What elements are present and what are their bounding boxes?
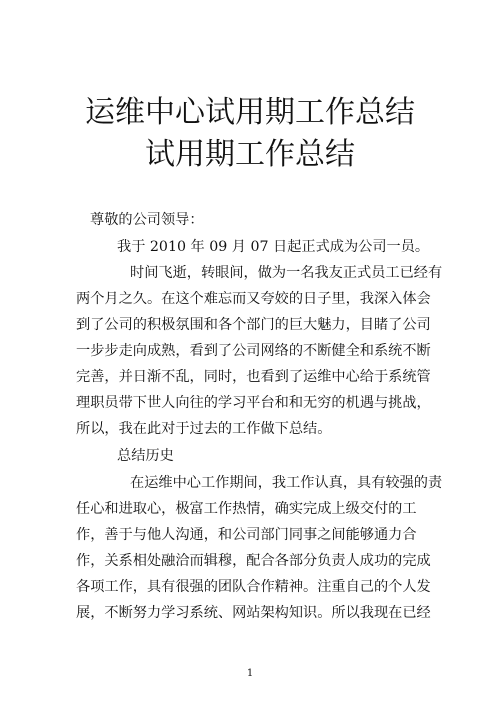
paragraph2-line: 各项工作，具有很强的团队合作精神。注重自己的个人发 — [76, 579, 431, 595]
page-number: 1 — [246, 668, 254, 679]
paragraph2-line: 在运维中心工作期间，我工作认真，具有较强的责 — [130, 475, 443, 491]
paragraph1-line: 到了公司的积极氛围和各个部门的巨大魅力，目睹了公司 — [76, 317, 431, 333]
paragraph1-line: 时间飞逝，转眼间，做为一名我友正式员工已经有 — [130, 265, 443, 281]
section-heading: 总结历史 — [117, 448, 174, 464]
join-statement: 我于 2010 年 09 月 07 日起正式成为公司一员。 — [117, 239, 430, 255]
paragraph1-line: 所以，我在此对于过去的工作做下总结。 — [76, 421, 332, 437]
paragraph1-line: 完善，并日渐不乱，同时，也看到了运维中心给于系统管 — [76, 369, 431, 385]
document-title-line-2: 试用期工作总结 — [145, 137, 355, 172]
paragraph2-line: 展，不断努力学习系统、网站架构知识。所以我现在已经 — [76, 605, 431, 621]
paragraph2-line: 作，善于与他人沟通，和公司部门同事之间能够通力合 — [76, 527, 417, 543]
greeting: 尊敬的公司领导： — [90, 212, 204, 228]
paragraph1-line: 一步步走向成熟，看到了公司网络的不断健全和系统不断 — [76, 343, 431, 359]
paragraph2-line: 作，关系相处融洽而辑穆，配合各部分负责人成功的完成 — [76, 553, 431, 569]
paragraph2-line: 任心和进取心，极富工作热情，确实完成上级交付的工 — [76, 501, 417, 517]
paragraph1-line: 理职员带下世人向往的学习平台和和无穷的机遇与挑战， — [76, 395, 431, 411]
document-title-line-1: 运维中心试用期工作总结 — [85, 95, 415, 130]
paragraph1-line: 两个月之久。在这个难忘而又夸姣的日子里，我深入体会 — [76, 291, 431, 307]
